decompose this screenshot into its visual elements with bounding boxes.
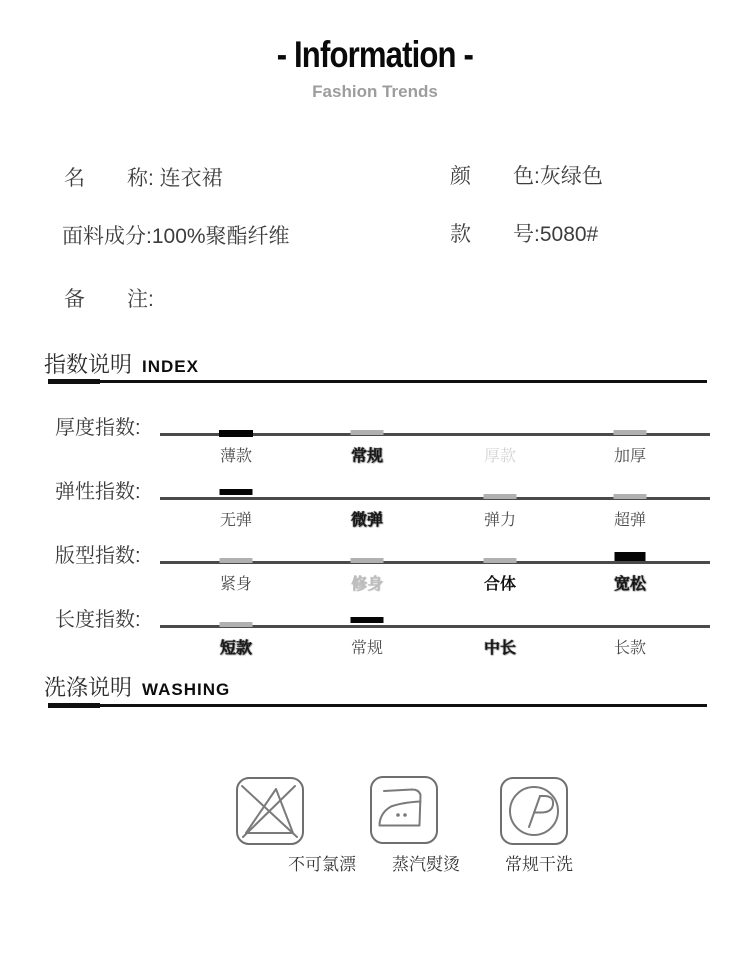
index-title-cn: 指数说明 (44, 352, 133, 377)
scale-tick (484, 558, 517, 563)
field-remark-label: 备 注: (64, 288, 154, 311)
scale-tick (220, 489, 253, 495)
scale-option (455, 434, 545, 466)
washing-title-en: WASHING (142, 680, 231, 699)
dry-clean-icon (500, 777, 568, 845)
scale-option (585, 626, 675, 658)
field-style-no (450, 218, 598, 248)
scale-option (322, 562, 412, 594)
scale-tick (351, 558, 384, 563)
scale-option-label: 长款 (613, 640, 646, 657)
field-color (450, 160, 603, 190)
scale-option-label: 超弹 (613, 512, 646, 529)
scale-option (585, 434, 675, 466)
page-title: - Information - (276, 34, 474, 75)
scale-tick (614, 430, 647, 435)
scale-option-label: 宽松 (613, 576, 646, 593)
index-row-label: 长度指数: (55, 609, 141, 631)
scale-option-label: 厚款 (483, 448, 516, 465)
scale-tick (351, 617, 384, 623)
field-product-name (64, 162, 223, 192)
scale-option (455, 498, 545, 530)
no-bleach-label: 不可氯漂 (288, 855, 356, 874)
scale-option-label: 修身 (350, 576, 383, 593)
page-header (0, 34, 750, 76)
scale-option-label: 薄款 (219, 448, 252, 465)
field-fabric-label: 面料成分: (62, 225, 152, 248)
divider-thin-segment (98, 380, 707, 383)
scale-option-label: 短款 (219, 640, 252, 657)
scale-option (455, 626, 545, 658)
scale-tick (351, 430, 384, 435)
scale-tick (219, 430, 253, 437)
divider-thick-segment (48, 379, 100, 384)
field-product-name-label: 名 称: (64, 167, 154, 190)
scale-tick (484, 494, 517, 499)
scale-tick (614, 494, 647, 499)
no-bleach-icon (236, 777, 304, 845)
field-color-label: 颜 色: (450, 165, 540, 188)
scale-tick (220, 622, 253, 627)
index-section-divider (48, 379, 707, 384)
steam-iron-icon (370, 776, 438, 844)
scale-option-label: 合体 (483, 576, 516, 593)
field-color-value: 灰绿色 (539, 165, 603, 188)
field-fabric (62, 220, 290, 250)
page-subtitle: Fashion Trends (312, 82, 438, 101)
scale-option-label: 弹力 (483, 512, 516, 529)
dry-clean-label: 常规干洗 (505, 855, 573, 874)
divider-thick-segment (48, 703, 100, 708)
index-section-title (44, 348, 199, 379)
scale-tick (615, 552, 646, 561)
washing-section-divider (48, 703, 707, 708)
index-title-en: INDEX (142, 357, 199, 376)
index-row-label: 版型指数: (55, 545, 141, 567)
scale-option-label: 常规 (350, 448, 383, 465)
scale-option-label: 紧身 (219, 576, 252, 593)
scale-option (191, 626, 281, 658)
scale-option (322, 626, 412, 658)
field-remark (64, 283, 154, 313)
steam-iron-label: 蒸汽熨烫 (392, 855, 460, 874)
scale-option (455, 562, 545, 594)
scale-option (322, 498, 412, 530)
dry-clean-glyph (502, 779, 566, 843)
washing-title-cn: 洗涤说明 (44, 675, 133, 700)
field-product-name-value: 连衣裙 (153, 167, 223, 190)
scale-option (585, 562, 675, 594)
scale-option-label: 无弹 (219, 512, 252, 529)
scale-option (322, 434, 412, 466)
divider-thin-segment (98, 704, 707, 707)
scale-option (191, 562, 281, 594)
field-fabric-value: 100%聚酯纤维 (151, 225, 290, 248)
field-style-no-value: 5080# (539, 223, 599, 246)
scale-option (191, 434, 281, 466)
field-style-no-label: 款 号: (450, 223, 540, 246)
index-row-label: 厚度指数: (55, 417, 141, 439)
scale-option-label: 常规 (350, 640, 383, 657)
scale-option-label: 中长 (483, 640, 516, 657)
scale-option-label: 微弹 (350, 512, 383, 529)
washing-section-title (44, 671, 230, 702)
scale-option-label: 加厚 (613, 448, 646, 465)
scale-option (585, 498, 675, 530)
scale-option (191, 498, 281, 530)
no-bleach-glyph (238, 779, 302, 843)
steam-iron-glyph (372, 778, 436, 842)
scale-tick (220, 558, 253, 563)
index-row-label: 弹性指数: (55, 481, 141, 503)
